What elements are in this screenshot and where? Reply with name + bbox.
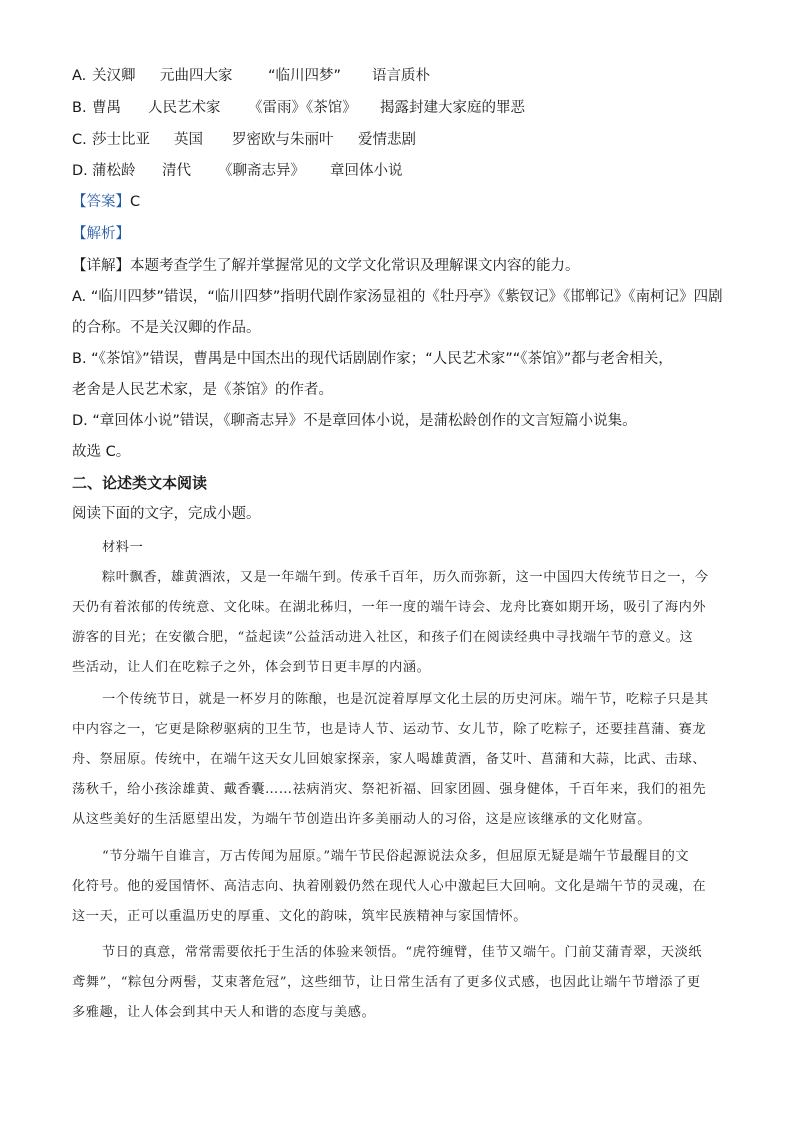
option-author: 蒲松龄	[92, 163, 136, 179]
option-identity: 英国	[174, 132, 203, 148]
material-p3-line: “节分端午自谁言，万古传闻为屈原。”端午节民俗起源说法众多，但屈原无疑是端午节最醒目的文	[102, 849, 690, 864]
option-letter: B.	[72, 100, 87, 116]
option-feature: 章回体小说	[330, 163, 403, 179]
material-p2-line: 舟、祭屈原。传统中，在端午这天女儿回娘家探亲，家人喝雄黄酒，备艾叶、菖蒲和大蒜，比武、击球、	[72, 752, 707, 767]
material-p4-line: 鸢舞”，“粽包分两髻，艾束著危冠”，这些细节，让日常生活有了更多仪式感，也因此让端午节增添了更	[72, 975, 701, 990]
answer-line	[72, 192, 140, 212]
material-p4-line: 节日的真意，常常需要依托于生活的体验来领悟。“虎符缠臂，佳节又端午。门前艾蒲青翠，天淡纸	[102, 945, 703, 960]
option-letter: C.	[72, 132, 87, 148]
detail-conclusion: 故选 C。	[72, 444, 131, 460]
option-work: 《雷雨》《茶馆》	[248, 100, 357, 116]
section-title: 二、论述类文本阅读	[72, 474, 208, 492]
material-p2-line: 荡秋千，给小孩涂雄黄、戴香囊……祛病消灾、祭祀祈福、回家团圆、强身健体，千百年来，我们的祖先	[72, 782, 707, 797]
detail-d-line: D. “章回体小说”错误，《聊斋志异》不是章回体小说，是蒲松龄创作的文言短篇小说集。	[72, 413, 637, 429]
option-feature: 爱情悲剧	[358, 132, 416, 148]
material-p3-line: 化符号。他的爱国情怀、高洁志向、执着刚毅仍然在现代人心中激起巨大回响。文化是端午节的灵魂，在	[72, 879, 707, 894]
detail-b-line-1: B. “《茶馆》”错误，曹禺是中国杰出的现代话剧剧作家；“人民艺术家”“《茶馆》”都与老舍相关，	[72, 351, 673, 367]
option-work: 《聊斋志异》	[218, 163, 305, 179]
material-p2-line: 从这些美好的生活愿望出发，为端午节创造出许多美丽动人的习俗，这是应该继承的文化财富。	[72, 812, 652, 827]
detail-intro: 本题考查学生了解并掌握常见的文学文化常识及理解课文内容的能力。	[130, 258, 580, 274]
option-feature: 语言质朴	[372, 68, 430, 84]
detail-b-line-2: 老舍是人民艺术家，是《茶馆》的作者。	[72, 382, 333, 398]
option-identity: 元曲四大家	[160, 68, 233, 84]
material-p1-line: 天仍有着浓郁的传统意、文化味。在湖北秭归，一年一度的端午诗会、龙舟比赛如期开场，吸引了海内外	[72, 600, 707, 615]
detail-tag: 【详解】	[72, 258, 130, 274]
section-instruction: 阅读下面的文字，完成小题。	[72, 506, 261, 522]
material-title: 材料一	[102, 540, 144, 555]
option-identity: 人民艺术家	[148, 100, 221, 116]
material-p1-line: 些活动，让人们在吃粽子之外，体会到节日更丰厚的内涵。	[72, 660, 431, 675]
material-p1-line: 粽叶飘香，雄黄酒浓，又是一年端午到。传承千百年，历久而弥新，这一中国四大传统节日之一，今	[102, 570, 709, 585]
option-author: 曹禺	[92, 100, 121, 116]
option-work: 罗密欧与朱丽叶	[232, 132, 334, 148]
option-author: 莎士比亚	[92, 132, 150, 148]
material-p4-line: 多雅趣，让人体会到其中天人和谐的态度与美感。	[72, 1005, 376, 1020]
material-p2-line: 一个传统节日，就是一杯岁月的陈酿，也是沉淀着厚厚文化土层的历史河床。端午节，吃粽子只是其	[102, 692, 709, 707]
answer-tag: 【答案】	[72, 194, 130, 210]
detail-a-line-2: 的合称。不是关汉卿的作品。	[72, 320, 261, 336]
option-feature: 揭露封建大家庭的罪恶	[380, 100, 525, 116]
detail-a-line-1: A. “临川四梦”错误，“临川四梦”指明代剧作家汤显祖的《牡丹亭》《紫钗记》《邯郸记》《南柯记》四剧	[72, 289, 723, 305]
material-p3-line: 这一天，正可以重温历史的厚重、文化的韵味，筑牢民族精神与家国情怀。	[72, 909, 527, 924]
material-p1-line: 游客的目光；在安徽合肥，“益起读”公益活动进入社区，和孩子们在阅读经典中寻找端午节的意义。这	[72, 630, 694, 645]
analysis-tag: 【解析】	[72, 226, 130, 242]
option-letter: D.	[72, 163, 88, 179]
detail-intro-line	[72, 256, 580, 276]
option-work: “临川四梦”	[268, 68, 342, 84]
option-letter: A.	[72, 68, 87, 84]
option-identity: 清代	[162, 163, 191, 179]
answer-value: C	[130, 194, 141, 210]
material-p2-line: 中内容之一，它更是除秽驱病的卫生节，也是诗人节、运动节、女儿节，除了吃粽子，还要挂菖蒲、赛龙	[72, 722, 707, 737]
option-author: 关汉卿	[92, 68, 136, 84]
